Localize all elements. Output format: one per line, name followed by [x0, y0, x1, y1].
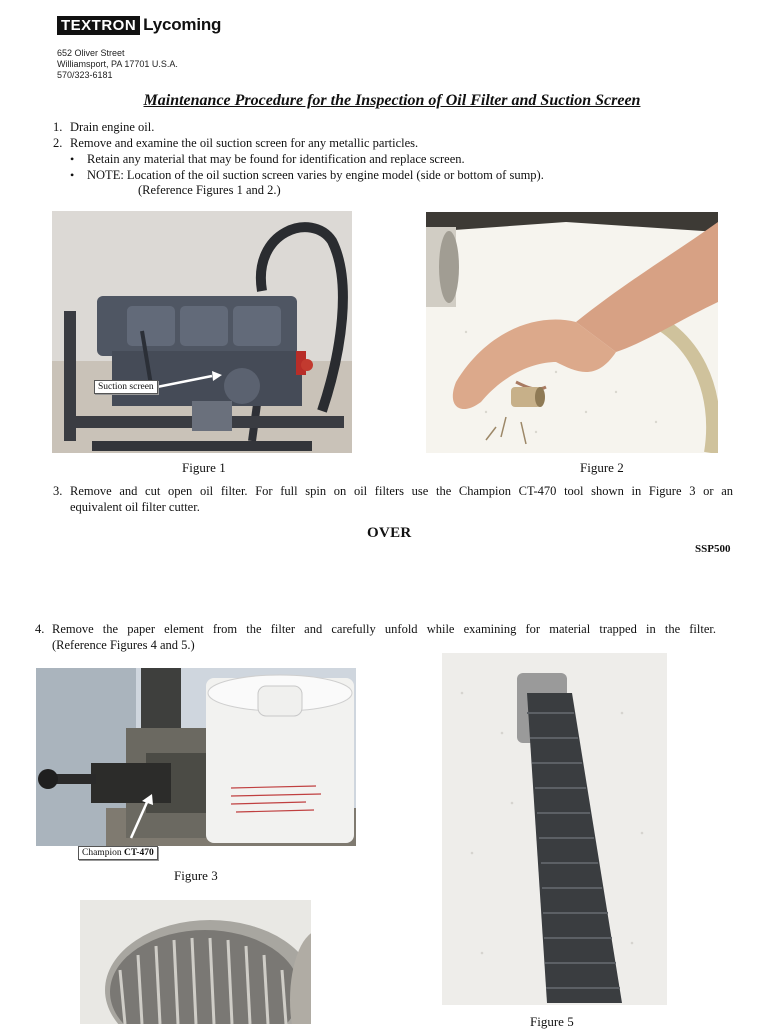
figure-3-photo	[36, 668, 356, 846]
figure-3-caption: Figure 3	[174, 868, 218, 883]
step-number: 4.	[35, 622, 45, 636]
textron-lycoming-logo	[57, 14, 221, 36]
suction-screen-callout: Suction screen	[94, 380, 158, 394]
callout-brand: Champion	[82, 848, 124, 858]
hand-photo-image	[426, 212, 718, 453]
company-address	[57, 48, 178, 81]
list-item	[53, 120, 418, 136]
step-text: Remove and cut open oil filter. For full spin on oil filters use the Champion CT-470 tool shown in Figure 3 or an	[70, 484, 733, 498]
bullet-text: Retain any material that may be found for identification and replace screen.	[87, 152, 465, 166]
figure-1-caption: Figure 1	[182, 460, 226, 475]
callout-model: CT-470	[123, 848, 154, 858]
figure-2-photo	[426, 212, 718, 453]
step-text-continued: (Reference Figures 4 and 5.)	[52, 638, 195, 652]
step-text-continued: equivalent oil filter cutter.	[70, 500, 200, 514]
figure-reference: (Reference Figures 1 and 2.)	[138, 183, 281, 197]
over-label: OVER	[367, 525, 412, 541]
address-line: 570/323-6181	[57, 70, 113, 80]
bullet-item	[70, 152, 544, 168]
step-number: 2.	[53, 135, 63, 150]
figure-1-photo	[52, 211, 352, 453]
step-3	[53, 483, 733, 515]
engine-photo-image	[52, 211, 352, 453]
step-text: Remove and examine the oil suction screen for any metallic particles.	[70, 135, 419, 150]
bullet-text: NOTE: Location of the oil suction screen varies by engine model (side or bottom of sump).	[87, 167, 544, 182]
logo-box: TEXTRON	[57, 16, 140, 35]
list-item	[53, 136, 418, 152]
page-title: Maintenance Procedure for the Inspection of Oil Filter and Suction Screen	[143, 92, 641, 109]
champion-ct470-callout	[78, 846, 158, 860]
step-text: Remove the paper element from the filter and carefully unfold while examining for material trapped in the filter.	[52, 622, 716, 636]
address-line: 652 Oliver Street	[57, 48, 125, 58]
figure-2-caption: Figure 2	[580, 460, 624, 475]
step-text: Drain engine oil.	[70, 120, 155, 134]
step-number: 3.	[53, 484, 63, 498]
logo-name: Lycoming	[143, 15, 222, 34]
unfolded-element-photo-image	[442, 653, 667, 1005]
step-number: 1.	[53, 120, 63, 134]
step-3-line	[53, 483, 733, 499]
step-4-line	[35, 621, 716, 637]
figure-4-photo	[80, 900, 311, 1024]
figure-5-caption: Figure 5	[530, 1014, 574, 1029]
figure-5-photo	[442, 653, 667, 1005]
document-code: SSP500	[695, 543, 731, 555]
steps-list	[53, 120, 418, 151]
address-line: Williamsport, PA 17701 U.S.A.	[57, 59, 178, 69]
step-4	[35, 621, 716, 653]
bullet-item	[70, 168, 544, 184]
cutter-tool-photo-image	[36, 668, 356, 846]
bullet-list	[70, 152, 544, 199]
filter-element-photo-image	[80, 900, 311, 1024]
